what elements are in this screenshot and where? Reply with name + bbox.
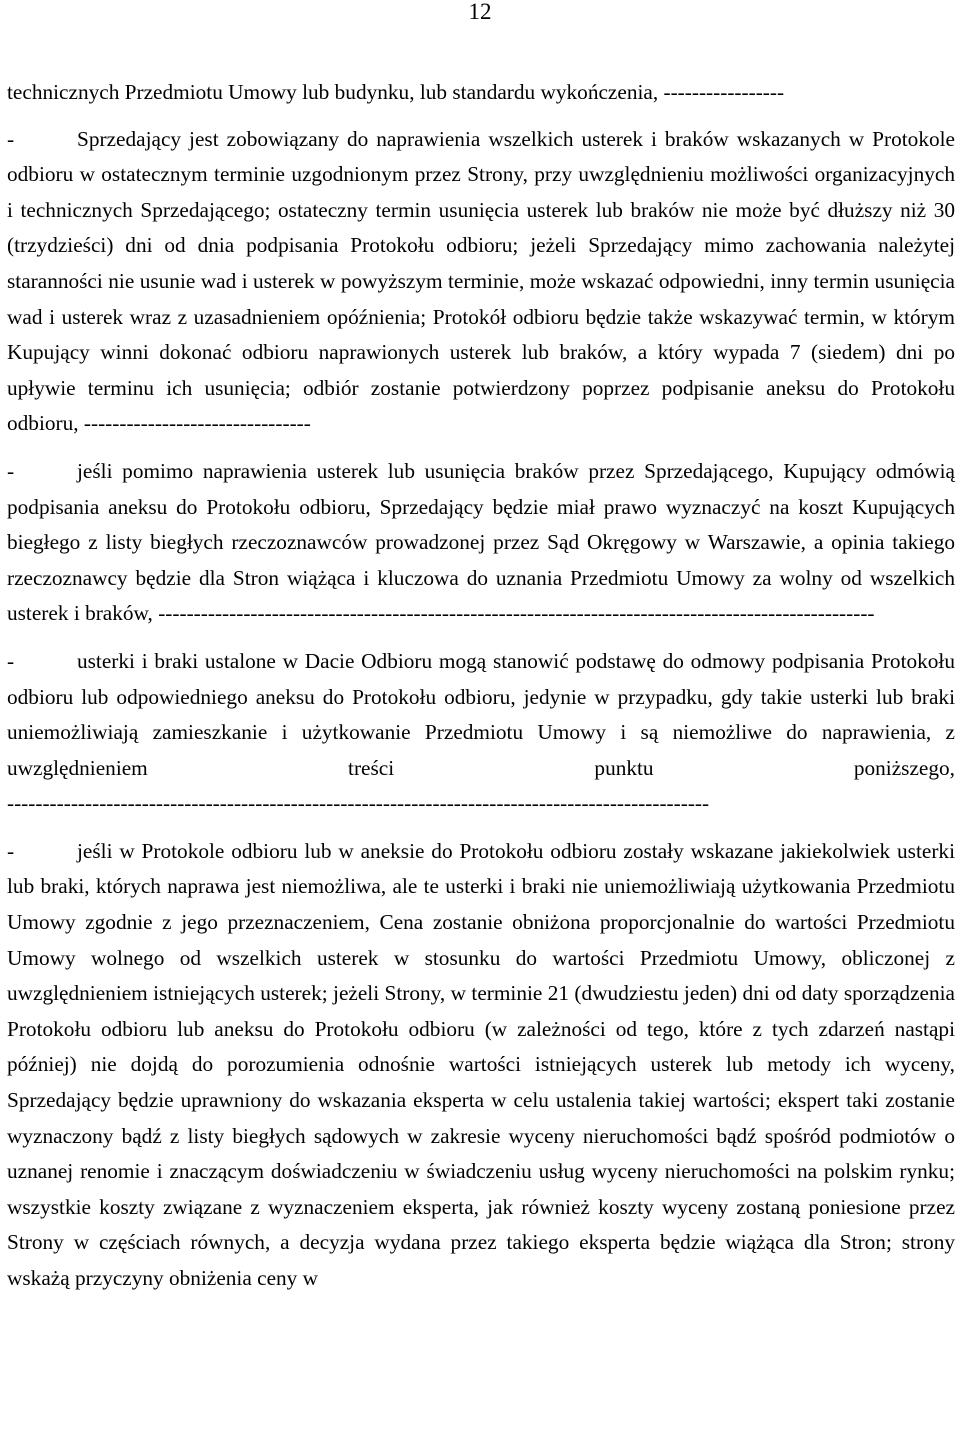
bullet-dash: - — [7, 838, 15, 863]
document-body — [7, 75, 955, 1297]
dash-filler: ----------------------------------------------------------------------------------------------------- — [158, 601, 875, 626]
bullet-paragraph-price-reduction — [7, 834, 955, 1297]
dash-filler: -------------------------------- — [83, 411, 311, 436]
paragraph-text: usterki i braki ustalone w Dacie Odbioru mogą stanowić podstawę do odmowy podpisania Protokołu odbioru lub odpowiedniego aneksu do Protokołu odbioru, jedynie w przypadku, gdy takie usterki lub braki uniemożliwiają zamieszkanie i użytkowanie Przedmiotu Umowy i są niemożliwe do naprawienia, z uwzględnieniem treści punktu poniższego, — [7, 648, 955, 780]
dash-filler: --------------------------------------------------------------------------------------------------- — [7, 791, 710, 816]
paragraph-text: jeśli w Protokole odbioru lub w aneksie do Protokołu odbioru zostały wskazane jakiekolwiek usterki lub braki, których naprawa jest niemożliwa, ale te usterki i braki nie uniemożliwiają użytkowania Przedmiotu Umowy zgodnie z jego przeznaczeniem, Cena zostanie obniżona proporcjonalnie do wartości Przedmiotu Umowy wolnego od wszelkich usterek w stosunku do wartości Przedmiotu Umowy, obliczonej z uwzględnieniem istniejących usterek; jeżeli Strony, w terminie 21 (dwudziestu jeden) dni od daty sporządzenia Protokołu odbioru lub aneksu do Protokołu odbioru (w zależności od tego, które z tych zdarzeń nastąpi później) nie dojdą do porozumienia odnośnie wartości istniejących usterek lub metody ich wyceny, Sprzedający będzie uprawniony do wskazania eksperta w celu ustalenia takiej wartości; ekspert taki zostanie wyznaczony bądź z listy biegłych sądowych w zakresie wyceny nieruchomości bądź spośród podmiotów o uznanej renomie i znaczącym doświadczeniu w świadczeniu usług wyceny nieruchomości na polskim rynku; wszystkie koszty związane z wyznaczeniem eksperta, jak również koszty wyceny zostaną poniesione przez Strony w częściach równych, a decyzja wydana przez takiego eksperta będzie wiążąca dla Stron; strony wskażą przyczyny obniżenia ceny w — [7, 838, 955, 1290]
paragraph-continuation — [7, 75, 955, 111]
paragraph-text: jeśli pomimo naprawienia usterek lub usunięcia braków przez Sprzedającego, Kupujący odmówią podpisania aneksu do Protokołu odbioru, Sprzedający będzie miał prawo wyznaczyć na koszt Kupujących biegłego z listy biegłych rzeczoznawców prowadzonej przez Sąd Okręgowy w Warszawie, a opinia takiego rzeczoznawcy będzie dla Stron wiążąca i kluczowa do uznania Przedmiotu Umowy za wolny od wszelkich usterek i braków, — [7, 458, 955, 626]
bullet-dash: - — [7, 126, 15, 151]
bullet-paragraph-refusal-grounds — [7, 644, 955, 822]
paragraph-text: technicznych Przedmiotu Umowy lub budynku, lub standardu wykończenia, ----------------- — [7, 80, 785, 104]
bullet-paragraph-defect-repair — [7, 122, 955, 442]
page-number: 12 — [468, 0, 492, 24]
bullet-dash: - — [7, 648, 15, 673]
bullet-dash: - — [7, 458, 15, 483]
paragraph-text: Sprzedający jest zobowiązany do naprawienia wszelkich usterek i braków wskazanych w Protokole odbioru w ostatecznym terminie uzgodnionym przez Strony, przy uwzględnieniu możliwości organizacyjnych i technicznych Sprzedającego; ostateczny termin usunięcia usterek lub braków nie może być dłuższy niż 30 (trzydzieści) dni od dnia podpisania Protokołu odbioru; jeżeli Sprzedający mimo zachowania należytej staranności nie usunie wad i usterek w powyższym terminie, może wskazać odpowiedni, inny termin usunięcia wad i usterek wraz z uzasadnieniem opóźnienia; Protokół odbioru będzie także wskazywać termin, w którym Kupujący winni dokonać odbioru naprawionych usterek lub braków, a który wypada 7 (siedem) dni po upływie terminu ich usunięcia; odbiór zostanie potwierdzony poprzez podpisanie aneksu do Protokołu odbioru, — [7, 126, 955, 436]
bullet-paragraph-expert-appointment — [7, 454, 955, 632]
